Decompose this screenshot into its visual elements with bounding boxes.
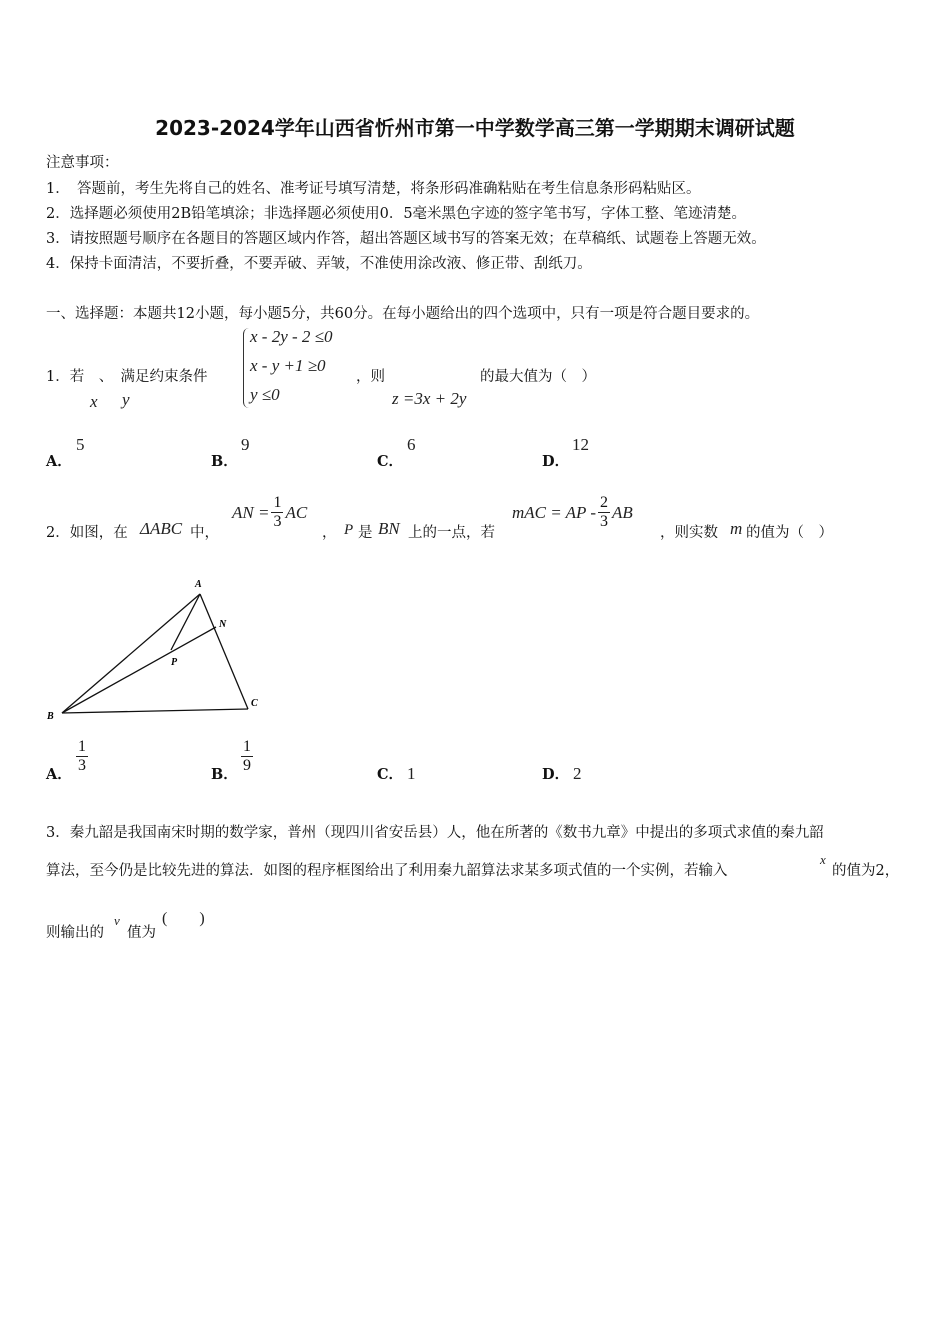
q3-line-3b: 值为: [127, 925, 156, 941]
q2-option-d-value: 2: [573, 764, 582, 783]
q2-p: P: [344, 522, 354, 538]
q1-option-a-label: A．: [46, 453, 72, 470]
notice-heading: 注意事项：: [46, 155, 119, 171]
q2-option-a-num: 1: [78, 738, 86, 755]
q3-var-x: x: [820, 852, 826, 867]
q2-triangle: ΔABC: [140, 519, 183, 538]
notice-item-3: 3．请按照题号顺序在各题目的答题区域内作答，超出答题区域书写的答案无效；在草稿纸、试题卷上答题无效。: [46, 231, 766, 247]
q1-option-b-value: 9: [241, 435, 250, 454]
q3-line-2b: 的值为2，: [832, 863, 900, 879]
q2-an-expression: [232, 494, 307, 531]
segment-ap: [171, 594, 200, 650]
notice-item-2: 2．选择题必须使用2B铅笔填涂；非选择题必须使用0．5毫米黑色字迹的签字笔书写，字体工整、笔迹清楚。: [46, 206, 747, 222]
q1-option-a-value: 5: [76, 435, 85, 454]
segment-bn: [62, 627, 216, 713]
q2-comma: ，: [322, 525, 337, 541]
q2-an-fraction: [271, 494, 283, 531]
q1-option-c-value: 6: [407, 435, 416, 454]
q2-option-b-num: 1: [243, 738, 251, 755]
q1-constraint-2: x - y +1 ≥0: [250, 356, 326, 375]
edge-ac: [200, 594, 248, 709]
q2-eq-fraction: [598, 494, 610, 531]
q2-eq-left: mAC = AP -: [512, 502, 597, 522]
q2-an-left: AN =: [232, 502, 270, 522]
q1-suffix: 的最大值为（ ）: [480, 369, 596, 385]
q3-line-1: 3．秦九韶是我国南宋时期的数学家，普州（现四川省安岳县）人，他在所著的《数书九章》中提出的多项式求值的秦九韶: [46, 825, 824, 841]
q1-constraint-brace: [243, 328, 250, 408]
q2-an-right: AC: [285, 502, 308, 522]
q1-var-x: x: [90, 392, 98, 411]
notice-item-1: 1． 答题前，考生先将自己的姓名、准考证号填写清楚，将条形码准确粘贴在考生信息条形码粘贴区。: [46, 181, 701, 197]
q2-in: 中，: [190, 525, 219, 541]
label-a: A: [195, 579, 202, 590]
q1-var-y: y: [122, 390, 130, 409]
q2-suffix: ，则实数: [660, 525, 718, 541]
q1-option-d-value: 12: [572, 435, 589, 454]
q1-mid: ，则: [356, 369, 385, 385]
q2-vector-equation: [512, 494, 633, 531]
label-n: N: [219, 619, 227, 630]
q2-suffix2: 的值为（ ）: [746, 525, 833, 541]
page-title: 2023-2024学年山西省忻州市第一中学数学高三第一学期期末调研试题: [155, 116, 795, 140]
q2-option-b-den: 9: [243, 757, 251, 774]
q2-eq-frac-num: 2: [600, 494, 609, 511]
q3-line-3a: 则输出的: [46, 925, 104, 941]
label-c: C: [251, 698, 258, 709]
q2-bn: BN: [378, 519, 400, 538]
label-b: B: [47, 711, 54, 722]
q2-triangle-figure: [40, 570, 270, 730]
q2-option-d-label: D．: [542, 766, 570, 783]
q1-constraint-3: y ≤0: [250, 385, 280, 404]
label-p: P: [171, 657, 178, 668]
q2-option-c-label: C．: [377, 766, 404, 783]
q2-an-frac-den: 3: [273, 513, 282, 530]
q2-an-frac-num: 1: [273, 494, 282, 511]
notice-item-4: 4．保持卡面清洁，不要折叠，不要弄破、弄皱，不准使用涂改液、修正带、刮纸刀。: [46, 256, 592, 272]
q1-prefix: 1．若 、 满足约束条件: [46, 369, 208, 385]
q2-is-on: 是: [358, 525, 373, 541]
q2-option-c-value: 1: [407, 764, 416, 783]
q2-m: m: [730, 519, 743, 538]
section-heading: 一、选择题：本题共12小题，每小题5分，共60分。在每小题给出的四个选项中，只有一项是符合题目要求的。: [46, 306, 760, 322]
q3-answer-paren: ( ): [162, 910, 205, 927]
q1-objective: z =3x + 2y: [392, 389, 467, 408]
q2-eq-frac-den: 3: [600, 513, 609, 530]
q2-option-a-fraction: [76, 738, 88, 775]
q2-option-b-label: B．: [211, 766, 238, 783]
q2-prefix: 2．如图，在: [46, 525, 128, 541]
q1-option-d-label: D．: [542, 453, 570, 470]
q2-option-a-den: 3: [78, 757, 86, 774]
q1-option-b-label: B．: [211, 453, 238, 470]
q2-option-b-fraction: [241, 738, 253, 775]
q1-constraint-1: x - 2y - 2 ≤0: [250, 327, 333, 346]
q2-eq-right: AB: [612, 502, 633, 522]
q2-on-point: 上的一点，若: [408, 525, 495, 541]
q2-option-a-label: A．: [46, 766, 72, 783]
q3-var-v: v: [114, 913, 120, 928]
q3-line-2a: 算法，至今仍是比较先进的算法．如图的程序框图给出了利用秦九韶算法求某多项式值的一个实例，若输入: [46, 863, 728, 879]
edge-ab: [62, 594, 200, 713]
edge-bc: [62, 709, 248, 713]
q1-option-c-label: C．: [377, 453, 404, 470]
